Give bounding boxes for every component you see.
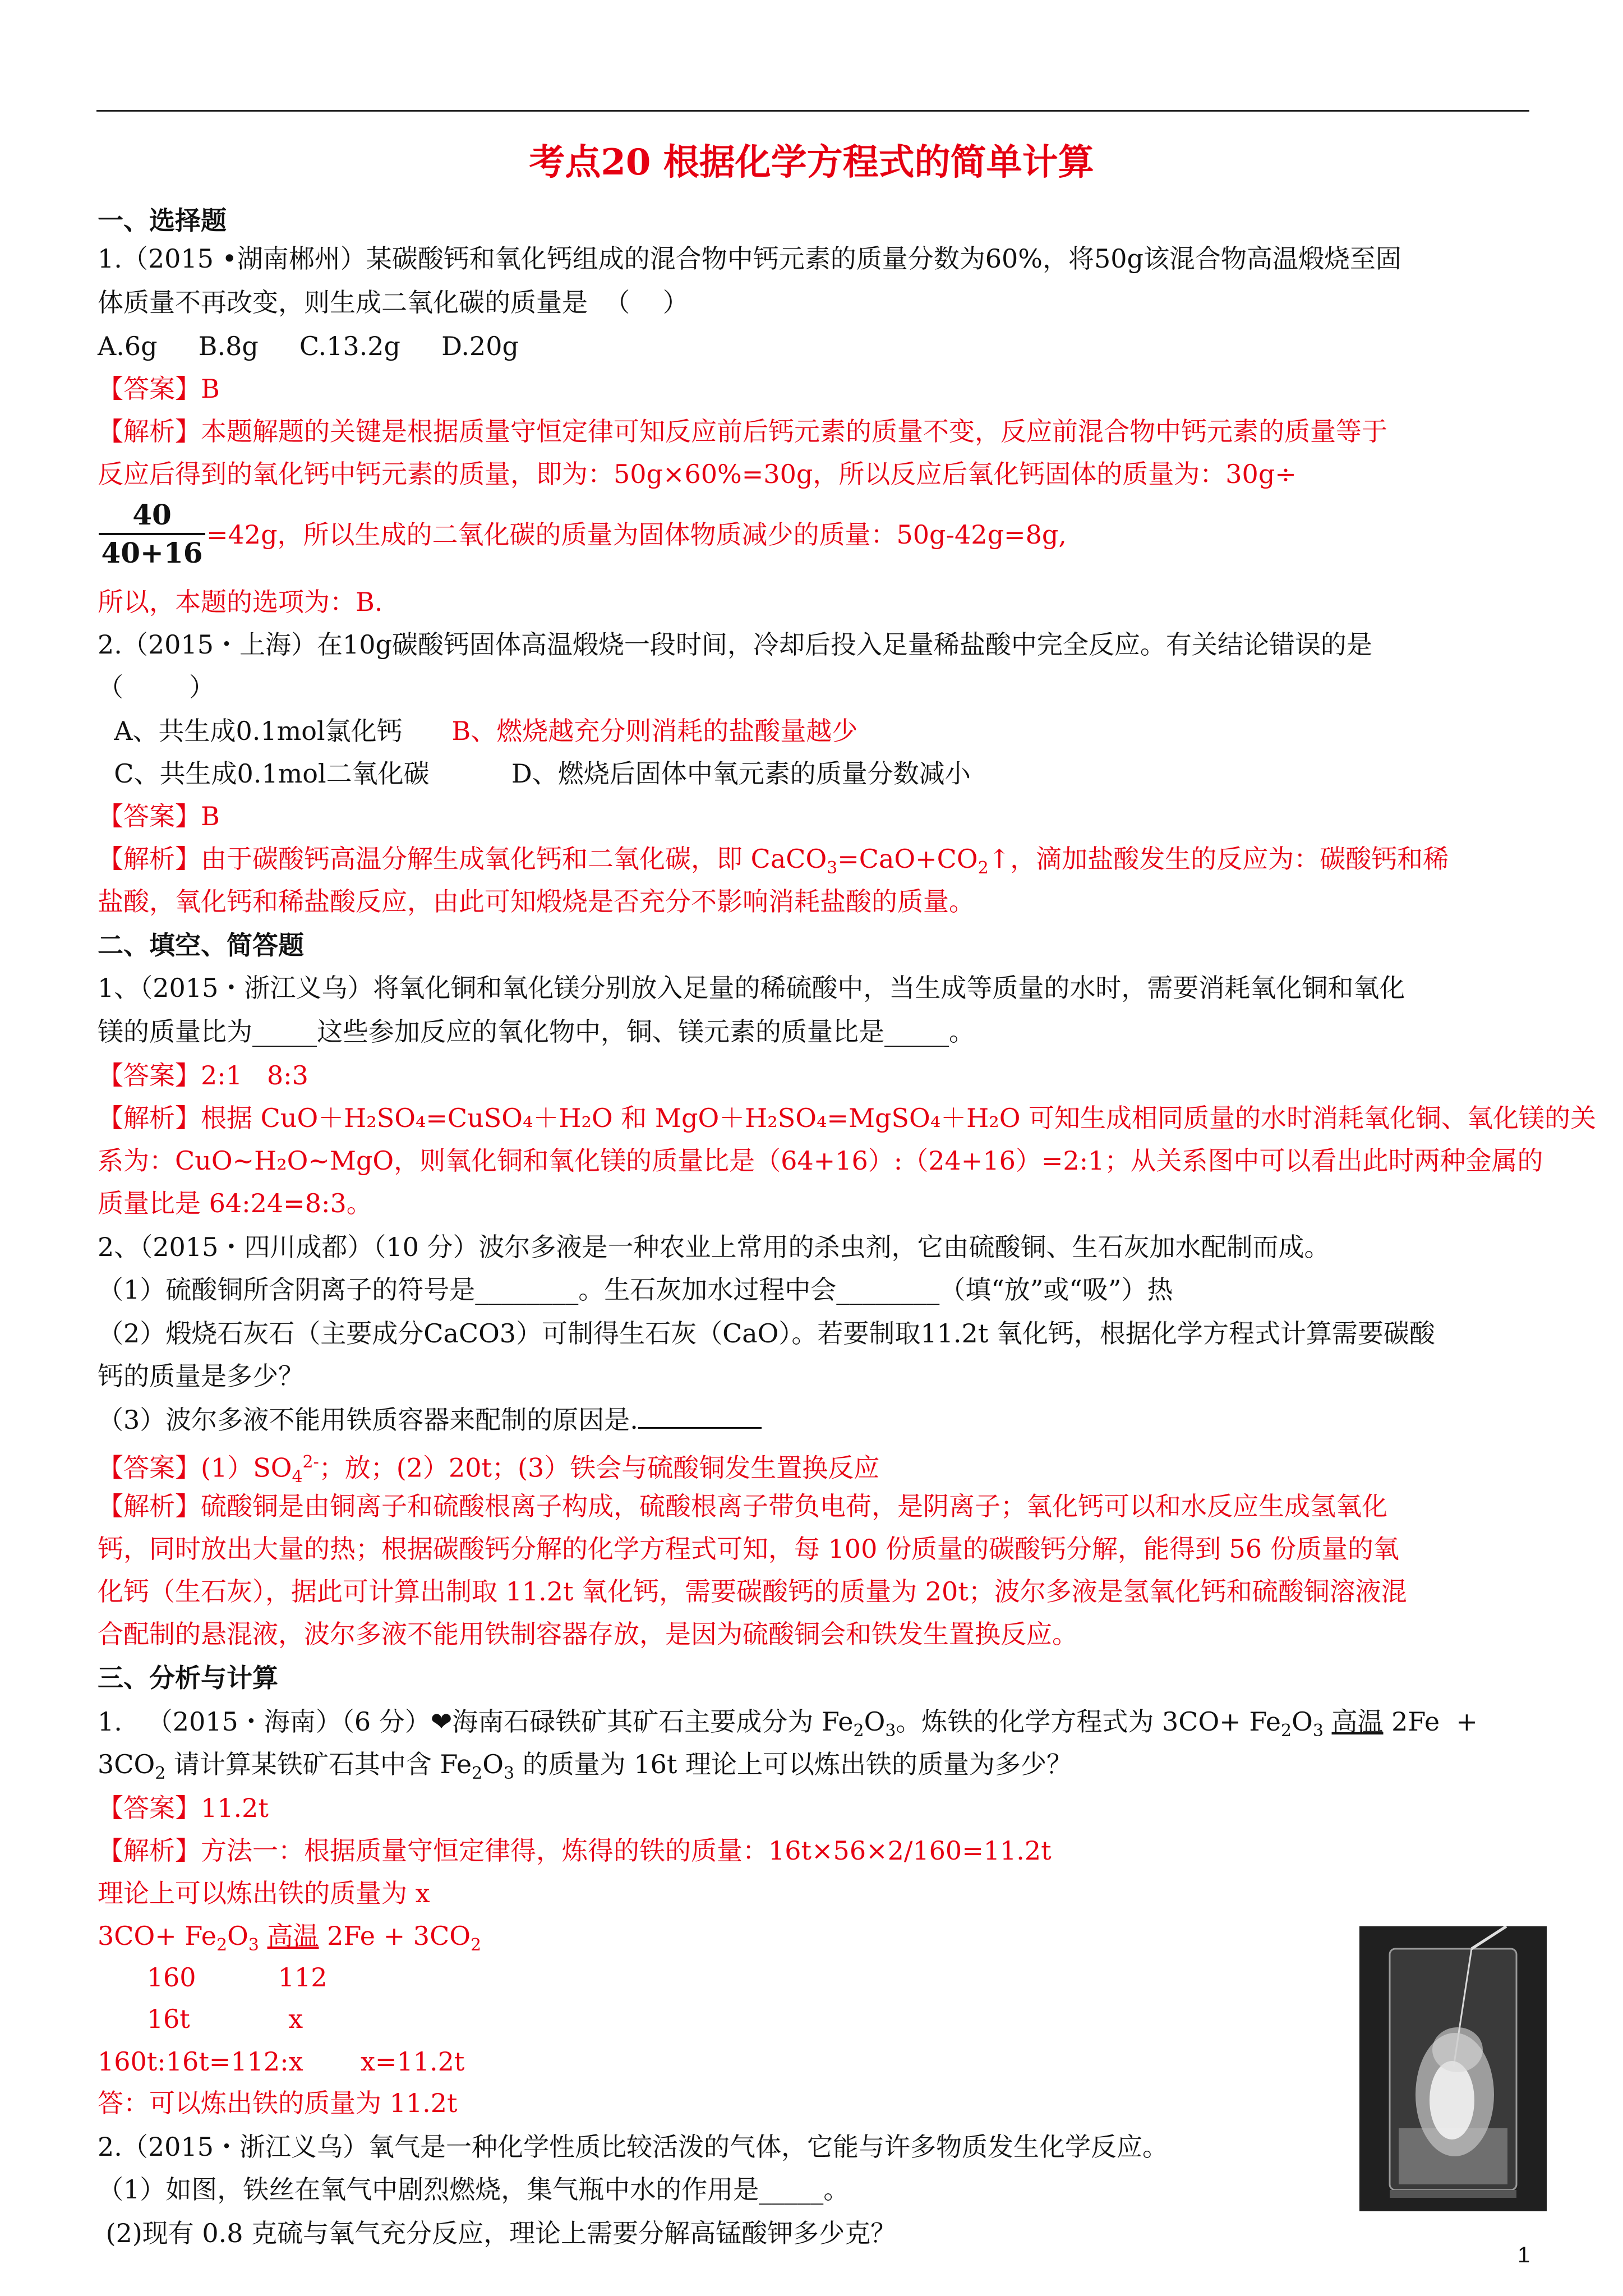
fraction-bar — [99, 533, 205, 535]
c1-stem-text: 请计算某铁矿石其中含 Fe — [165, 1749, 472, 1779]
f2-analysis-line: 钙，同时放出大量的热；根据碳酸钙分解的化学方程式可知，每 100 份质量的碳酸钙分解，能得到 56 份质量的氧 — [98, 1534, 1399, 1564]
q2-options-ab — [98, 712, 857, 749]
q1-analysis-line: 反应后得到的氧化钙中钙元素的质量，即为：50g×60%=30g，所以反应后氧化钙固体的质量为：30g÷ — [98, 459, 1297, 489]
header-rule — [96, 110, 1529, 112]
q2-answer: 【答案】B — [98, 801, 220, 831]
q2-analysis-line: 【解析】由于碳酸钙高温分解生成氧化钙和二氧化碳，即 $CaCO_3=CaO+CO_2↑$，滴加盐酸发生的反应为：碳酸钙和稀 — [98, 844, 1449, 878]
answer-blank — [638, 1405, 762, 1429]
q2-stem-line: （ ） — [98, 672, 215, 702]
q2-option-b: B、燃烧越充分则消耗的盐酸量越少 — [451, 716, 858, 746]
f1-analysis-line: 质量比是 64:24=8:3。 — [98, 1188, 372, 1218]
c2-stem-line: (2)现有 0.8 克硫与氧气充分反应，理论上需要分解高锰酸钾多少克？ — [98, 2218, 897, 2248]
f2-answer-subscript: 4 — [292, 1467, 303, 1487]
c1-stem-text: 2Fe + — [1391, 1706, 1478, 1737]
f2-analysis-line: 化钙（生石灰），据此可计算出制取 11.2t 氧化钙，需要碳酸钙的质量为 20t；波尔多液是氢氧化钙和硫酸铜溶液混 — [98, 1576, 1407, 1607]
fraction-numerator: 40 — [132, 498, 172, 531]
section-heading: 三、分析与计算 — [98, 1663, 278, 1693]
c1-analysis-line: 理论上可以炼出铁的质量为 x — [98, 1878, 430, 1908]
c1-stem-text: O — [1292, 1706, 1313, 1737]
section-heading: 二、填空、简答题 — [98, 930, 304, 960]
f2-answer-text: 【答案】(1）SO — [98, 1452, 292, 1483]
c1-answer: 【答案】11.2t — [98, 1793, 269, 1823]
f2-answer-superscript: 2- — [302, 1452, 319, 1472]
c1-mass-row: 160 112 — [98, 1962, 328, 1993]
c2-stem-line: （1）如图，铁丝在氧气中剧烈燃烧，集气瓶中水的作用是_____。 — [98, 2174, 850, 2205]
f2-stem-text: （3）波尔多液不能用铁质容器来配制的原因是. — [98, 1405, 638, 1435]
q1-analysis-line: 【解析】本题解题的关键是根据质量守恒定律可知反应前后钙元素的质量不变，反应前混合物中钙元素的质量等于 — [98, 416, 1387, 447]
equation-text: O — [227, 1921, 248, 1951]
f2-analysis-line: 【解析】硫酸铜是由铜离子和硫酸根离子构成，硫酸根离子带负电荷，是阴离子；氧化钙可以和水反应生成氢氧化 — [98, 1491, 1387, 1521]
equation-text: 2Fe + 3CO — [327, 1921, 471, 1951]
f1-answer: 【答案】2:1 8:3 — [98, 1060, 308, 1091]
section-heading: 一、选择题 — [98, 205, 227, 236]
f2-stem-line: （2）煅烧石灰石（主要成分CaCO3）可制得生石灰（CaO）。若要制取11.2t 氧化钙，根据化学方程式计算需要碳酸 — [98, 1318, 1435, 1349]
f2-stem-line: 钙的质量是多少？ — [98, 1361, 304, 1391]
c1-stem-text: 。炼铁的化学方程式为 3CO+ Fe — [896, 1706, 1281, 1737]
f2-stem-line: （1）硫酸铜所含阴离子的符号是________。生石灰加水过程中会________（填“放”或“吸”）热 — [98, 1274, 1173, 1305]
q1-stem-line: 1.（2015 •湖南郴州）某碳酸钙和氧化钙组成的混合物中钙元素的质量分数为60%，将50g该混合物高温煅烧至固 — [98, 243, 1401, 274]
page-title: 考点20 根据化学方程式的简单计算 — [529, 141, 1094, 183]
f2-analysis-line: 合配制的悬混液，波尔多液不能用铁制容器存放，是因为硫酸铜会和铁发生置换反应。 — [98, 1619, 1078, 1649]
c1-stem-text: 3CO — [98, 1749, 155, 1779]
q1-fraction — [99, 498, 205, 570]
f2-stem-line: 2、（2015・四川成都）（10 分）波尔多液是一种农业上常用的杀虫剂，它由硫酸铜、生石灰加水配制而成。 — [98, 1232, 1330, 1262]
q2-analysis-text: 【解析】由于碳酸钙高温分解生成氧化钙和二氧化碳，即 CaCO — [98, 844, 827, 874]
f2-answer-text: ；放；(2）20t；(3）铁会与硫酸铜发生置换反应 — [319, 1452, 880, 1483]
q2-analysis-text: ↑，滴加盐酸发生的反应为：碳酸钙和稀 — [988, 844, 1449, 874]
q1-stem-line: 体质量不再改变，则生成二氧化碳的质量是 （ ） — [98, 287, 689, 318]
q2-stem-line: 2.（2015・上海）在10g碳酸钙固体高温煅烧一段时间，冷却后投入足量稀盐酸中完全反应。有关结论错误的是 — [98, 629, 1372, 660]
f1-analysis-line: 【解析】根据 CuO＋H₂SO₄=CuSO₄＋H₂O 和 MgO＋H₂SO₄=MgSO₄＋H₂O 可知生成相同质量的水时消耗氧化铜、氧化镁的关 — [98, 1103, 1597, 1133]
q1-answer: 【答案】B — [98, 374, 220, 404]
q1-analysis-line: 所以，本题的选项为：B. — [98, 587, 383, 617]
c1-stem-text: 1. （2015・海南）（6 分）❤海南石碌铁矿其矿石主要成分为 Fe — [98, 1706, 854, 1737]
iron-wire-burning-photo — [1359, 1926, 1547, 2211]
c1-stem-text: O — [482, 1749, 504, 1779]
fraction-denominator: 40+16 — [101, 536, 203, 569]
c1-stem-text: O — [864, 1706, 886, 1737]
q2-analysis-text: =CaO+CO — [837, 844, 978, 874]
q2-option-a: A、共生成0.1mol氯化钙 — [98, 716, 452, 746]
reaction-condition: 高温 — [1331, 1706, 1384, 1737]
f2-stem-line — [98, 1401, 762, 1438]
q2-options-cd: C、共生成0.1mol二氧化碳 D、燃烧后固体中氧元素的质量分数减小 — [98, 758, 971, 789]
f1-stem-line: 1、（2015・浙江义乌）将氧化铜和氧化镁分别放入足量的稀硫酸中，当生成等质量的水时，需要消耗氧化铜和氧化 — [98, 973, 1405, 1003]
reaction-condition: 高温 — [267, 1921, 319, 1951]
photo-illustration — [1359, 1926, 1547, 2211]
c1-equation: $3CO+ Fe_2O_3$ 高温 $2Fe + 3CO_2$ — [98, 1921, 482, 1955]
q1-options: A.6g B.8g C.13.2g D.20g — [98, 331, 519, 361]
c2-stem-line: 2.（2015・浙江义乌）氧气是一种化学性质比较活泼的气体，它能与许多物质发生化学反应。 — [98, 2132, 1168, 2162]
f1-analysis-line: 系为：CuO~H₂O~MgO，则氧化铜和氧化镁的质量比是（64+16）:（24+16）=2:1；从关系图中可以看出此时两种金属的 — [98, 1145, 1543, 1176]
page-number: 1 — [1518, 2243, 1530, 2267]
c1-ratio: 160t:16t=112:x x=11.2t — [98, 2046, 465, 2077]
q2-analysis-line: 盐酸，氧化钙和稀盐酸反应，由此可知煅烧是否充分不影响消耗盐酸的质量。 — [98, 886, 975, 917]
equation-text: 3CO+ Fe — [98, 1921, 216, 1951]
c1-conclusion: 答：可以炼出铁的质量为 11.2t — [98, 2088, 458, 2118]
c1-stem-text: 的质量为 16t 理论上可以炼出铁的质量为多少？ — [514, 1749, 1072, 1779]
c1-mass-row: 16t x — [98, 2004, 303, 2034]
f1-stem-line: 镁的质量比为_____这些参加反应的氧化物中，铜、镁元素的质量比是_____。 — [98, 1016, 975, 1047]
c1-analysis-line: 【解析】方法一：根据质量守恒定律得，炼得的铁的质量：16t×56×2/160=11.2t — [98, 1835, 1052, 1866]
c1-stem-line: $3CO_2$ 请计算某铁矿石其中含 $Fe_2O_3$ 的质量为 16t 理论上可以炼出铁的质量为多少？ — [98, 1749, 1072, 1784]
q1-analysis-line: =42g，所以生成的二氧化碳的质量为固体物质减少的质量：50g-42g=8g, — [206, 519, 1067, 550]
c1-stem-line: 1. （2015・海南）（6 分）❤海南石碌铁矿其矿石主要成分为 $Fe_2O_3$。炼铁的化学方程式为 $3CO+ Fe_2O_3$ 高温 2Fe + — [98, 1706, 1478, 1741]
